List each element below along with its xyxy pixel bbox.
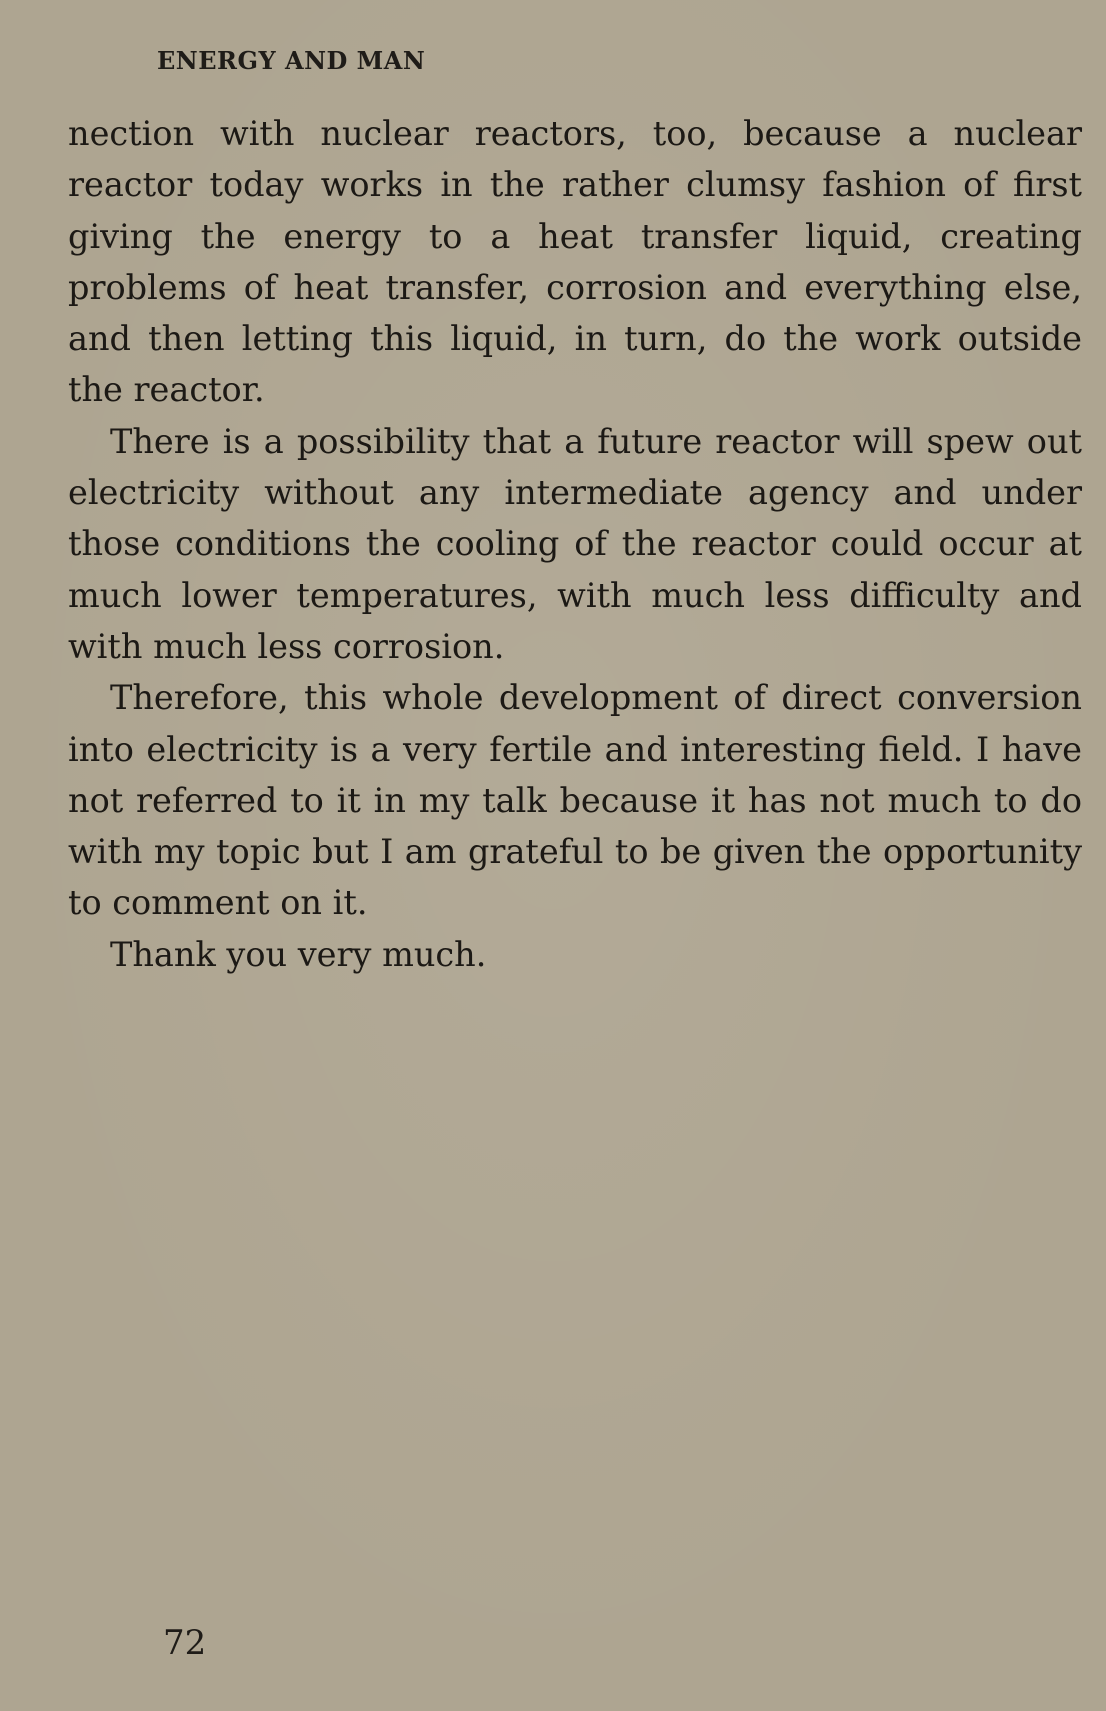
paragraph-4: Thank you very much. (110, 934, 487, 974)
paragraph-3: Therefore, this whole development of direct conversion into electricity is a very fertile and interesting field. I have not referred to it in my talk because it has not much to do with my topic but I am grateful to be given the opportunity to comment on it. (68, 678, 1082, 923)
paragraph-2: There is a possibility that a future reactor will spew out electricity without any intermediate agency and under those conditions the cooling of the reactor could occur at much lower temperatures, with much less difficulty and with much less corrosion. (68, 421, 1082, 666)
page-number: 72 (163, 1623, 207, 1663)
body-text (68, 108, 1082, 980)
running-head: ENERGY AND MAN (157, 46, 426, 75)
paragraph-1: nection with nuclear reactors, too, because a nuclear reactor today works in the rather clumsy fashion of first giving the energy to a heat transfer liquid, creating problems of heat transfer, corrosion and everything else, and then letting this liquid, in turn, do the work outside the reactor. (68, 114, 1082, 410)
